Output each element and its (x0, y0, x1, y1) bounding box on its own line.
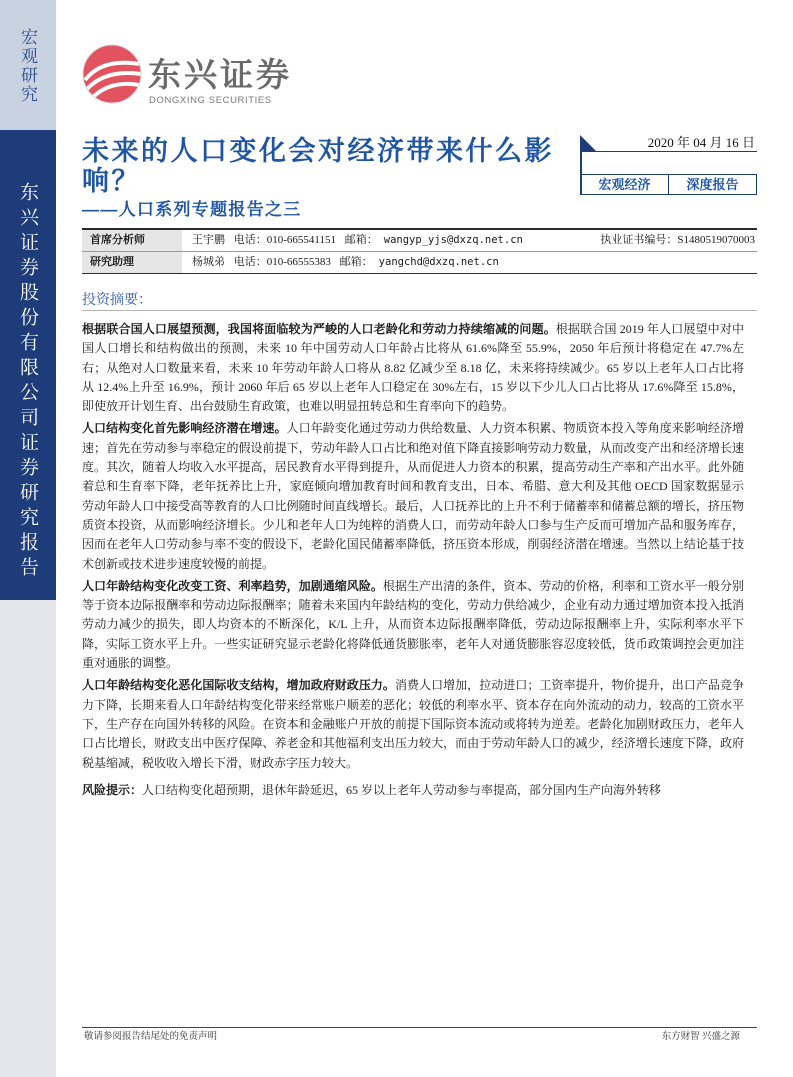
paragraph-text: 消费人口增加，拉动进口；工资率提升，物价提升，出口产品竞争力下降，长期来看人口年龄结构变化带来经常账户顺差的恶化；较低的利率水平、资本存在向外流动的动力，较高的工资水平下，生产存在向国外转移的风险。在资本和金融账户开放的前提下国际资本流动或将转为逆差。老龄化加剧财政压力，老年人口占比增长，财政支出中医疗保障、养老金和其他福利支出压力较大，而由于劳动年龄人口的减少，经济增长速度下降，政府税基缩减，税收收入增长下滑，财政赤字压力较大。 (82, 678, 744, 770)
paragraph-lead: 人口年龄结构变化恶化国际收支结构，增加政府财政压力。 (82, 678, 395, 693)
analyst-license: 执业证书编号：S1480519070003 (600, 234, 755, 246)
paragraph-text: 人口年龄变化通过劳动力供给数量、人力资本积累、物质资本投入等角度来影响经济增速；首先在劳动参与率稳定的假设前提下，劳动年龄人口占比和绝对值下降直接影响劳动力数量，从而改变产出和经济增长速度。其次，随着人均收入水平提高，居民教育水平得到提升，从而促进人力资本的积累，提高劳动生产率和产出水平。此外随着总和生育率下降，老年抚养比上升，家庭倾向增加教育时间和教育支出，日本、希腊、意大利及其他 OECD 国家数据显示劳动年龄人口中接受高等教育的人口比例随时间直线增长。最后，人口抚养比的上升不利于储蓄率和储蓄总额的增长，挤压物质资本投资，从而影响经济增长。少儿和老年人口为纯粹的消费人口，而劳动年龄人口参与生产反而可增加产品和服务库存，因而在老年人口劳动参与率不变的假设下，老龄化国民储蓄率降低，挤压资本形成，削弱经济潜在增速。当然以上结论基于技术创新或技术进步速度较慢的前提。 (82, 421, 744, 571)
footer-divider (82, 1027, 757, 1028)
report-meta (580, 133, 757, 196)
footer-slogan: 东方财智 兴盛之源 (661, 1032, 740, 1042)
paragraph-lead: 人口年龄结构变化改变工资、利率趋势，加剧通缩风险。 (82, 578, 383, 593)
analyst-info (182, 252, 757, 273)
analyst-info (182, 230, 600, 251)
analyst-name: 王宇鹏 (192, 234, 225, 246)
analyst-email-label: 邮箱： (344, 234, 378, 246)
tag-category: 宏观经济 (598, 177, 651, 192)
paragraph-text: 根据生产出清的条件，资本、劳动的价格，利率和工资水平一般分别等于资本边际报酬率和劳动边际报酬率；随着未来国内年龄结构的变化，劳动力供给减少，企业有动力通过增加资本投入抵消劳动力减少的损失，即人均资本的不断深化，K/L 上升，从而资本边际报酬率降低，劳动边际报酬率上升，实际利率水平下降，实际工资水平上升。一些实证研究显示老龄化将降低通货膨胀率，老年人对通货膨胀容忍度较低，货币政策调控会更加注重对通胀的调整。 (82, 578, 744, 671)
tag-report-type: 深度报告 (668, 175, 756, 194)
report-date: 2020 年 04 月 16 日 (647, 135, 755, 150)
analyst-role: 研究助理 (82, 252, 182, 273)
dongxing-logo-icon (82, 44, 142, 104)
sidebar-filler (0, 600, 56, 1077)
analyst-row (82, 230, 757, 251)
footer-disclaimer: 敬请参阅报告结尾处的免责声明 (84, 1032, 218, 1042)
sidebar (0, 0, 56, 1077)
triangle-corner-icon (580, 135, 596, 151)
analyst-email-label: 邮箱： (339, 256, 373, 268)
risk-text: 人口结构变化超预期，退休年龄延迟，65 岁以上老年人劳动参与率提高，部分国内生产向海外转移 (142, 782, 662, 797)
sidebar-company: 东兴证券股份有限公司证券研究报告 (17, 182, 38, 582)
risk-paragraph (82, 781, 744, 800)
summary-paragraph (82, 419, 744, 573)
meta-divider (580, 151, 757, 152)
analyst-email: wangyp_yjs@dxzq.net.cn (383, 234, 523, 246)
paragraph-lead: 根据联合国人口展望预测，我国将面临较为严峻的人口老龄化和劳动力持续缩减的问题。 (82, 322, 556, 336)
analyst-name: 杨城弟 (192, 256, 225, 268)
summary-paragraph (82, 320, 744, 416)
analyst-phone: 电话：010-66555383 (233, 256, 331, 268)
sidebar-category-block (0, 0, 56, 130)
summary-paragraph (82, 676, 744, 772)
analyst-table (82, 228, 757, 274)
company-logo (82, 44, 297, 108)
sidebar-company-block (0, 130, 56, 600)
paragraph-lead: 人口结构变化首先影响经济潜在增速。 (82, 421, 287, 436)
report-title: 未来的人口变化会对经济带来什么影响？ (82, 136, 554, 196)
summary-body (82, 320, 744, 803)
analyst-phone: 电话：010-665541151 (233, 234, 337, 246)
report-subtitle: ——人口系列专题报告之三 (82, 200, 302, 219)
logo-name-cn: 东兴证券 (148, 56, 292, 93)
summary-paragraph (82, 577, 744, 673)
report-tags (580, 174, 757, 195)
logo-name-en: DONGXING SECURITIES (149, 95, 272, 106)
risk-lead: 风险提示： (82, 782, 143, 797)
analyst-email: yangchd@dxzq.net.cn (378, 256, 499, 268)
analyst-row (82, 251, 757, 273)
analyst-role: 首席分析师 (82, 230, 182, 251)
paragraph-text: 根据联合国 2019 年人口展望中对中国人口增长和结构做出的预测，未来 10 年中国劳动人口年龄占比将从 61.6%降至 55.9%，2050 年后预计将稳定在 47.7%左右；从绝对人口数量来看，未来 10 年劳动年龄人口将从 8.82 亿减少至 8.18 亿，未来将持续减少。65 岁以上老年人口占比将从 12.4%上升至 16.9%，预计 2060 年后 65 岁以上老年人口稳定在 30%左右，15 岁以下少儿人口占比将从 17.6%降至 15.8%，即使放开计划生育、出台鼓励生育政策，也难以明显扭转总和生育率向下的趋势。 (82, 322, 744, 414)
summary-heading: 投资摘要： (82, 289, 757, 311)
sidebar-category: 宏观研究 (18, 28, 37, 104)
